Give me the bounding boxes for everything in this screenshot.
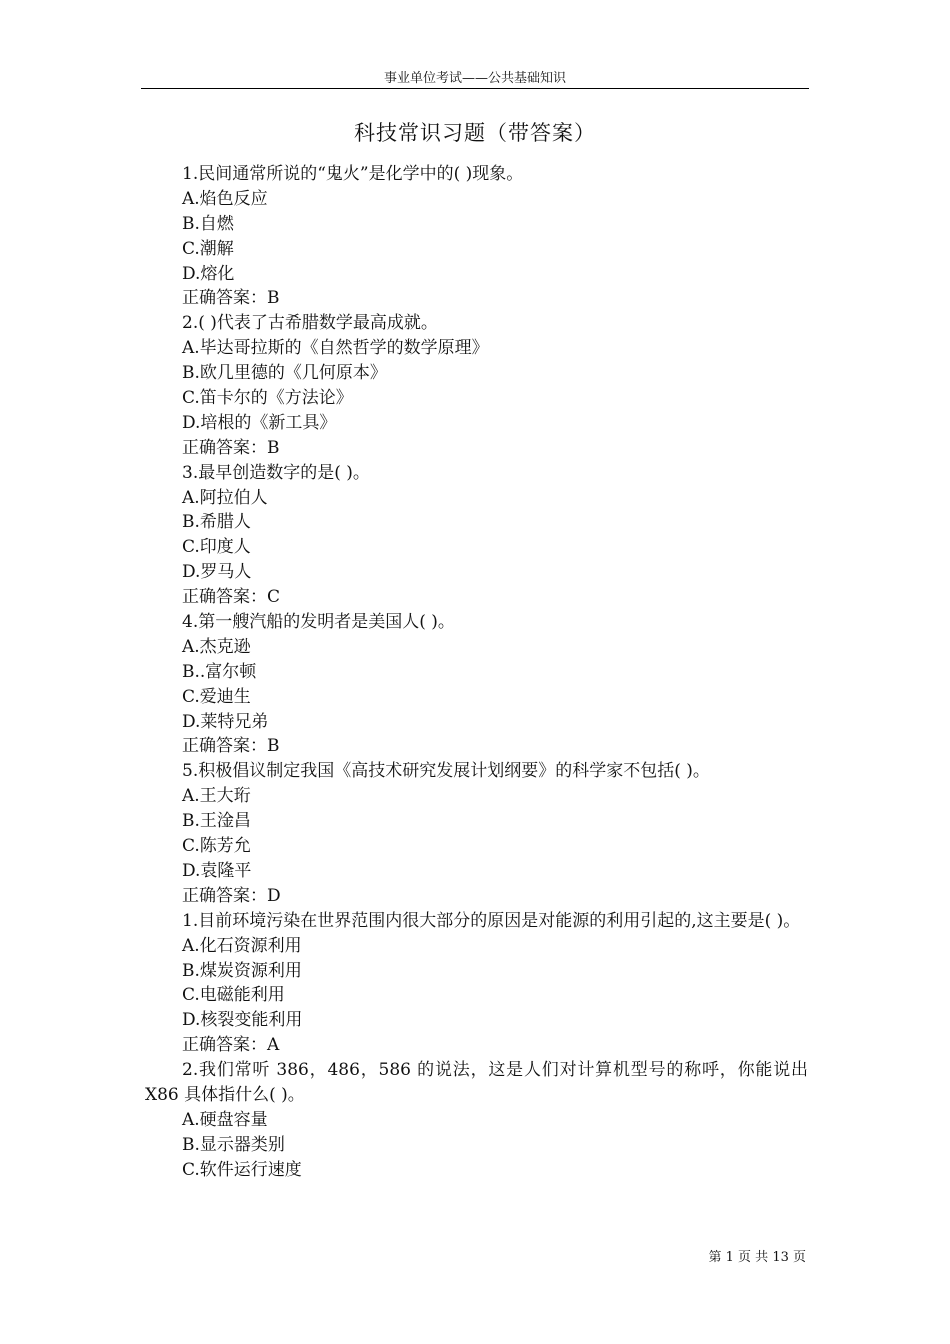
question-3-answer: 正确答案：C [182, 587, 281, 608]
question-5: 5.积极倡议制定我国《高技术研究发展计划纲要》的科学家不包括( )。 [182, 761, 710, 782]
question-2-option-d: D.培根的《新工具》 [182, 412, 337, 433]
question-6-option-b: B.煤炭资源利用 [182, 960, 302, 981]
question-2-option-c: C.笛卡尔的《方法论》 [182, 388, 353, 409]
question-4-option-b: B..富尔顿 [182, 661, 257, 682]
question-2-answer: 正确答案：B [182, 437, 280, 458]
page-footer: 第 1 页 共 13 页 [708, 1250, 806, 1265]
question-4-option-d: D.莱特兄弟 [182, 711, 269, 732]
question-1-option-b: B.自燃 [182, 213, 234, 234]
question-1-option-a: A.焰色反应 [182, 188, 268, 209]
question-5-option-a: A.王大珩 [182, 786, 251, 807]
question-4-option-a: A.杰克逊 [182, 636, 251, 657]
question-6-answer: 正确答案：A [182, 1035, 280, 1056]
question-3-option-b: B.希腊人 [182, 512, 251, 533]
question-5-option-c: C.陈芳允 [182, 836, 251, 857]
question-6-option-d: D.核裂变能利用 [182, 1010, 303, 1031]
question-1-answer: 正确答案：B [182, 288, 280, 309]
question-7-option-b: B.显示器类别 [182, 1134, 285, 1155]
question-7-option-a: A.硬盘容量 [182, 1109, 268, 1130]
document-body [145, 162, 808, 1183]
question-2-option-b: B.欧几里德的《几何原本》 [182, 363, 387, 384]
question-6-option-a: A.化石资源利用 [182, 935, 302, 956]
question-5-answer: 正确答案：D [182, 885, 281, 906]
question-3-option-c: C.印度人 [182, 537, 251, 558]
question-1: 1.民间通常所说的“鬼火”是化学中的( )现象。 [182, 164, 524, 184]
question-7-option-c: C.软件运行速度 [182, 1159, 302, 1180]
question-1-option-c: C.潮解 [182, 238, 234, 259]
question-5-option-d: D.袁隆平 [182, 860, 252, 881]
question-4-answer: 正确答案：B [182, 736, 280, 757]
question-3: 3.最早创造数字的是( )。 [182, 462, 370, 483]
question-2: 2.( )代表了古希腊数学最高成就。 [182, 313, 438, 334]
question-2-option-a: A.毕达哥拉斯的《自然哲学的数学原理》 [182, 338, 489, 359]
question-6: 1.目前环境污染在世界范围内很大部分的原因是对能源的利用引起的,这主要是( )。 [182, 910, 801, 931]
question-3-option-d: D.罗马人 [182, 562, 252, 583]
page-title: 科技常识习题（带答案） [354, 121, 596, 145]
page-header [141, 70, 809, 89]
question-4-option-c: C.爱迪生 [182, 686, 251, 707]
question-7: 2.我们常听 386，486，586 的说法，这是人们对计算机型号的称呼，你能说出 X86 具体指什么( )。 [145, 1060, 808, 1105]
question-6-option-c: C.电磁能利用 [182, 985, 285, 1006]
header-text: 事业单位考试——公共基础知识 [383, 71, 566, 86]
question-4: 4.第一艘汽船的发明者是美国人( )。 [182, 612, 455, 633]
question-5-option-b: B.王淦昌 [182, 811, 251, 832]
question-1-option-d: D.熔化 [182, 263, 235, 284]
question-3-option-a: A.阿拉伯人 [182, 487, 268, 508]
